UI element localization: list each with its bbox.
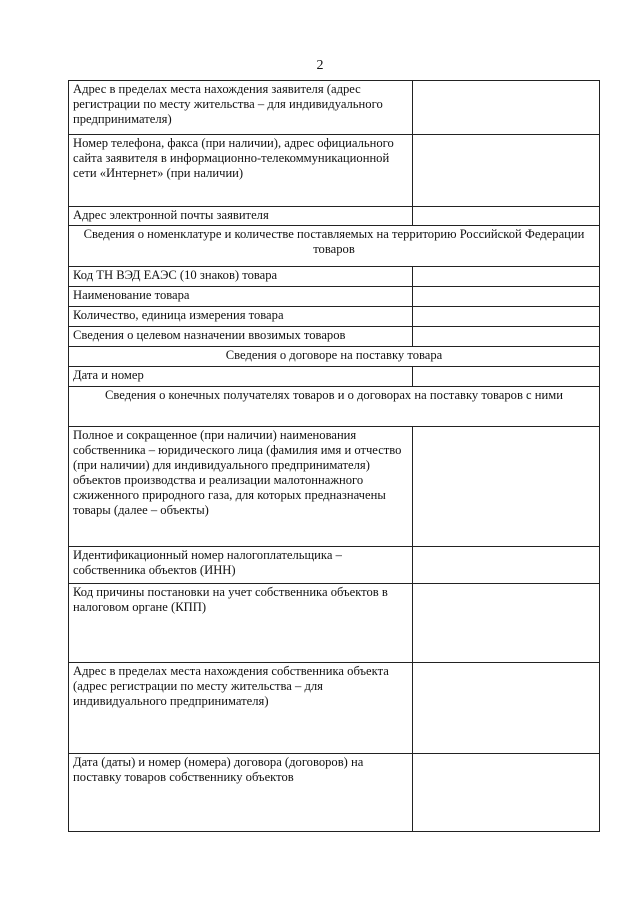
field-label: Наименование товара: [69, 287, 413, 307]
field-value[interactable]: [413, 307, 600, 327]
field-label: Код причины постановки на учет собственника объектов в налоговом органе (КПП): [69, 584, 413, 663]
field-label: Полное и сокращенное (при наличии) наименования собственника – юридического лица (фамилия имя и отчество (при наличии) для индивидуального предпринимателя) объектов производства и реализации малотоннажного сжиженного природного газа, для которых предназначены товары (далее – объекты): [69, 427, 413, 547]
field-label: Идентификационный номер налогоплательщика – собственника объектов (ИНН): [69, 547, 413, 584]
field-label: Сведения о целевом назначении ввозимых товаров: [69, 327, 413, 347]
field-label: Количество, единица измерения товара: [69, 307, 413, 327]
field-value[interactable]: [413, 584, 600, 663]
field-label: Код ТН ВЭД ЕАЭС (10 знаков) товара: [69, 267, 413, 287]
section-header-supply-contract: [69, 347, 600, 367]
field-label: Адрес электронной почты заявителя: [69, 207, 413, 226]
page-number: 2: [316, 58, 324, 73]
field-value[interactable]: [413, 287, 600, 307]
field-value[interactable]: [413, 754, 600, 832]
form-row-owner-name: [69, 427, 600, 547]
field-value[interactable]: [413, 663, 600, 754]
form-row-date-number: [69, 367, 600, 387]
form-row-owner-inn: [69, 547, 600, 584]
form-row-applicant-phone-website: [69, 135, 600, 207]
field-label: Дата и номер: [69, 367, 413, 387]
section-header-end-recipients: [69, 387, 600, 427]
field-label: Номер телефона, факса (при наличии), адрес официального сайта заявителя в информационно-телекоммуникационной сети «Интернет» (при наличии): [69, 135, 413, 207]
form-row-intended-use: [69, 327, 600, 347]
field-label: Адрес в пределах места нахождения заявителя (адрес регистрации по месту жительства – для индивидуального предпринимателя): [69, 81, 413, 135]
section-header-goods-nomenclature: [69, 226, 600, 267]
field-value[interactable]: [413, 207, 600, 226]
section-title: Сведения о номенклатуре и количестве поставляемых на территорию Российской Федерации товаров: [69, 226, 600, 267]
field-value[interactable]: [413, 427, 600, 547]
form-row-owner-contracts: [69, 754, 600, 832]
field-label: Дата (даты) и номер (номера) договора (договоров) на поставку товаров собственнику объектов: [69, 754, 413, 832]
form-row-quantity-unit: [69, 307, 600, 327]
section-title: Сведения о конечных получателях товаров и о договорах на поставку товаров с ними: [69, 387, 600, 427]
form-row-applicant-email: [69, 207, 600, 226]
field-value[interactable]: [413, 367, 600, 387]
form-row-goods-name: [69, 287, 600, 307]
field-value[interactable]: [413, 135, 600, 207]
form-row-owner-kpp: [69, 584, 600, 663]
section-title: Сведения о договоре на поставку товара: [69, 347, 600, 367]
field-value[interactable]: [413, 267, 600, 287]
form-row-hs-code: [69, 267, 600, 287]
field-value[interactable]: [413, 327, 600, 347]
application-form-table: [68, 80, 600, 832]
field-value[interactable]: [413, 81, 600, 135]
field-label: Адрес в пределах места нахождения собственника объекта (адрес регистрации по месту жительства – для индивидуального предпринимателя): [69, 663, 413, 754]
form-row-applicant-address: [69, 81, 600, 135]
form-row-owner-address: [69, 663, 600, 754]
field-value[interactable]: [413, 547, 600, 584]
